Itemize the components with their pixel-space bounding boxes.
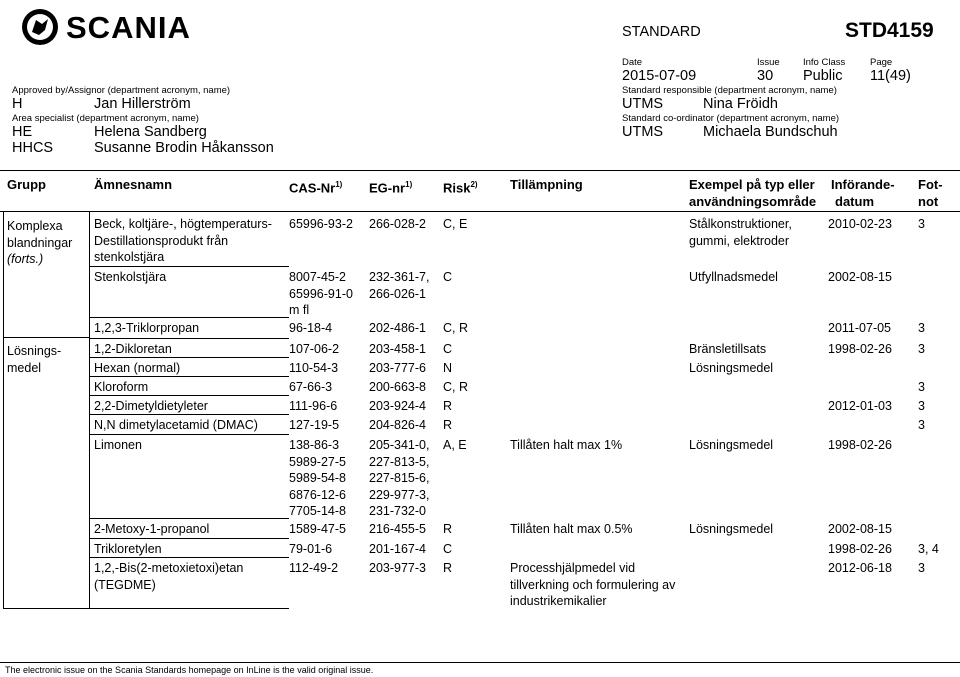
specialist-name: Helena Sandberg (94, 124, 207, 140)
table-header-rule (0, 211, 960, 212)
responsible-label: Standard responsible (department acronym, name) (622, 85, 837, 96)
doc-type: STANDARD (622, 24, 701, 40)
row-rule (89, 338, 289, 339)
approved-dept: H (12, 96, 23, 112)
cell-risk: C, E (443, 217, 468, 231)
specialist-dept: HE (12, 124, 33, 140)
row-rule (89, 414, 289, 415)
approved-name: Jan Hillerström (94, 96, 191, 112)
responsible-name: Nina Fröidh (703, 96, 778, 112)
cell-name: 1,2,-Bis(2-metoxietoxi)etan (TEGDME) (94, 561, 244, 592)
cell-eg: 266-028-2 (369, 217, 426, 231)
col-fotnot: Fot- not (918, 177, 943, 209)
cell-risk: A, E (443, 438, 467, 452)
brand-wordmark: SCANIA (66, 10, 191, 45)
cell-eg: 202-486-1 (369, 321, 426, 335)
info-class-value: Public (803, 68, 843, 84)
col-inforande: Införande- datum (831, 177, 895, 209)
cell-date: 1998-02-26 (828, 438, 892, 452)
cell-ex: Stålkonstruktioner, gummi, elektroder (689, 217, 792, 248)
cell-risk: R (443, 561, 453, 575)
row-rule (89, 557, 289, 558)
coordinator-label: Standard co-ordinator (department acronym, name) (622, 113, 840, 124)
cell-date: 1998-02-26 (828, 342, 892, 356)
cell-risk: R (443, 399, 453, 413)
cell-fot: 3 (918, 418, 925, 432)
cell-cas: 107-06-2 (289, 342, 340, 356)
cell-fot: 3 (918, 342, 925, 356)
cell-risk: R (443, 522, 453, 536)
row-rule (89, 608, 289, 609)
cell-eg: 216-455-5 (369, 522, 426, 536)
approved-label: Approved by/Assignor (department acronym, name) (12, 85, 231, 96)
table-bottom-left (3, 608, 89, 609)
cell-cas: 8007-45-2 65996-91-0 m fl (289, 270, 353, 317)
date-value: 2015-07-09 (622, 68, 697, 84)
cell-risk: R (443, 418, 453, 432)
cell-risk: C (443, 270, 453, 284)
group-label-losningsmedel: Lösnings- medel (7, 344, 62, 375)
footer-rule (0, 662, 960, 663)
row-rule (89, 434, 289, 435)
row-rule (89, 518, 289, 519)
cell-name: Kloroform (94, 380, 149, 394)
responsible-dept: UTMS (622, 96, 664, 112)
cell-ex: Bränsletillsats (689, 342, 767, 356)
cell-name: 1,2-Dikloretan (94, 342, 172, 356)
cell-name: 2,2-Dimetyldietyleter (94, 399, 208, 413)
row-rule (89, 357, 289, 358)
cell-eg: 204-826-4 (369, 418, 426, 432)
row-rule (89, 317, 289, 318)
specialist-name: Susanne Brodin Håkansson (94, 140, 274, 156)
col-grupp: Grupp (7, 177, 46, 192)
col-eg: $EG-nr^{1)}$ (369, 180, 413, 196)
cell-eg: 205-341-0, 227-813-5, 227-815-6, 229-977-3, 231-732-0 (369, 438, 430, 518)
cell-till: Processhjälpmedel vid tillverkning och formulering av industrikemikalier (510, 561, 676, 608)
row-rule (89, 266, 289, 267)
cell-name: 2-Metoxy-1-propanol (94, 522, 210, 536)
cell-risk: N (443, 361, 453, 375)
cell-eg: 203-458-1 (369, 342, 426, 356)
page-value: 11(49) (870, 68, 911, 84)
cell-eg: 232-361-7, 266-026-1 (369, 270, 430, 301)
group-separator (3, 337, 89, 338)
cell-fot: 3 (918, 399, 925, 413)
coordinator-name: Michaela Bundschuh (703, 124, 838, 140)
cell-cas: 79-01-6 (289, 542, 333, 556)
cell-date: 2002-08-15 (828, 522, 892, 536)
scania-logo (20, 6, 210, 48)
cell-name: 1,2,3-Triklorpropan (94, 321, 200, 335)
cell-cas: 1589-47-5 (289, 522, 346, 536)
row-rule (89, 538, 289, 539)
col-tillampning: Tillämpning (510, 177, 583, 192)
cell-cas: 127-19-5 (289, 418, 340, 432)
cell-cas: 67-66-3 (289, 380, 333, 394)
cell-ex: Lösningsmedel (689, 438, 774, 452)
specialist-dept: HHCS (12, 140, 54, 156)
cell-date: 2002-08-15 (828, 270, 892, 284)
row-rule (89, 395, 289, 396)
cell-date: 2012-06-18 (828, 561, 892, 575)
cell-cas: 112-49-2 (289, 561, 339, 575)
cell-name: Limonen (94, 438, 142, 452)
cell-risk: C (443, 542, 453, 556)
cell-cas: 65996-93-2 (289, 217, 353, 231)
cell-date: 1998-02-26 (828, 542, 892, 556)
cell-name: Stenkolstjära (94, 270, 167, 284)
cell-ex: Utfyllnadsmedel (689, 270, 778, 284)
cell-date: 2011-07-05 (828, 321, 892, 335)
row-rule (89, 376, 289, 377)
cell-eg: 203-777-6 (369, 361, 426, 375)
cell-ex: Lösningsmedel (689, 361, 774, 375)
issue-label: Issue (757, 57, 780, 68)
cell-name: Beck, koltjäre-, högtemperaturs- Destillationsprodukt från stenkolstjära (94, 217, 272, 264)
cell-cas: 111-96-6 (289, 399, 338, 413)
cell-fot: 3 (918, 561, 925, 575)
footer-note: The electronic issue on the Scania Standards homepage on InLine is the valid original issue. (5, 665, 374, 675)
table-border-left (3, 211, 4, 608)
cell-eg: 200-663-8 (369, 380, 426, 394)
info-class-label: Info Class (803, 57, 846, 68)
cell-fot: 3 (918, 321, 925, 335)
cell-fot: 3 (918, 217, 925, 231)
cell-eg: 201-167-4 (369, 542, 426, 556)
cell-eg: 203-977-3 (369, 561, 426, 575)
group-label-komplexa: Komplexa blandningar (forts.) (7, 219, 73, 266)
cell-cas: 138-86-3 5989-27-5 5989-54-8 6876-12-6 7705-14-8 (289, 438, 346, 518)
cell-cas: 110-54-3 (289, 361, 339, 375)
issue-value: 30 (757, 68, 774, 84)
griffin-icon (20, 6, 210, 48)
cell-risk: C (443, 342, 453, 356)
cell-fot: 3 (918, 380, 925, 394)
cell-eg: 203-924-4 (369, 399, 426, 413)
cell-risk: C, R (443, 321, 468, 335)
cell-date: 2010-02-23 (828, 217, 892, 231)
page-label: Page (870, 57, 893, 68)
table-top-rule (0, 170, 960, 171)
cell-name: Trikloretylen (94, 542, 162, 556)
cell-risk: C, R (443, 380, 468, 394)
cell-till: Tillåten halt max 0.5% (510, 522, 633, 536)
cell-cas: 96-18-4 (289, 321, 333, 335)
col-amnesnamn: Ämnesnamn (94, 177, 173, 192)
area-specialist-label: Area specialist (department acronym, name) (12, 113, 199, 124)
group-divider (89, 211, 90, 608)
cell-name: Hexan (normal) (94, 361, 181, 375)
doc-number: STD4159 (845, 19, 934, 42)
cell-date: 2012-01-03 (828, 399, 892, 413)
col-risk: Risk$^{2)}$ (443, 180, 478, 196)
cell-till: Tillåten halt max 1% (510, 438, 623, 452)
cell-name: N,N dimetylacetamid (DMAC) (94, 418, 258, 432)
col-exempel: Exempel på typ eller användningsområde (689, 177, 817, 209)
date-label: Date (622, 57, 643, 68)
col-cas: CAS-Nr$^{1)}$ (289, 180, 343, 196)
cell-ex: Lösningsmedel (689, 522, 774, 536)
coordinator-dept: UTMS (622, 124, 664, 140)
cell-fot: 3, 4 (918, 542, 939, 556)
